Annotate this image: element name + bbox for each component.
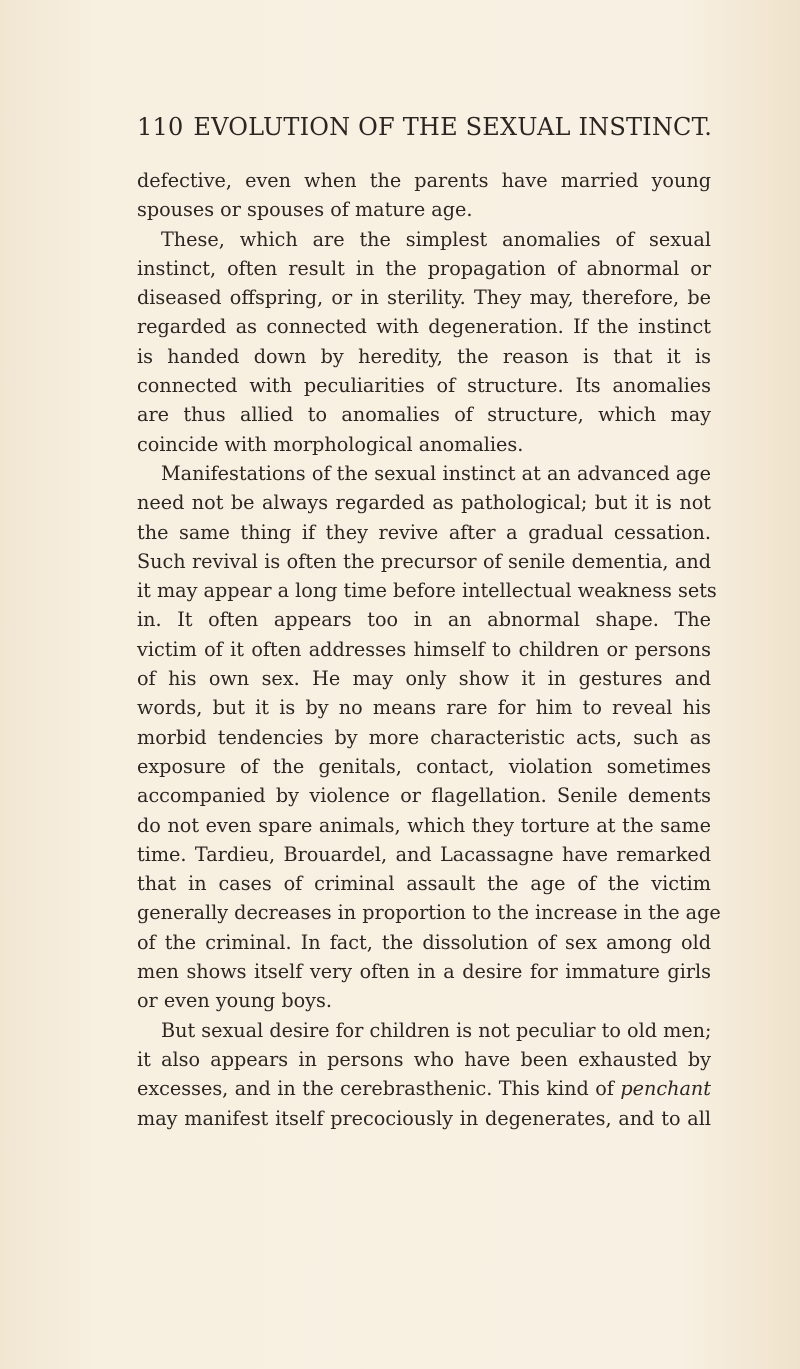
text-line: spouses or spouses of mature age. <box>137 198 473 222</box>
text-fragment: excesses, and in the cerebrasthenic. This kind of <box>137 1077 614 1101</box>
text-line: morbid tendencies by more characteristic acts, such as <box>137 725 711 749</box>
text-line: coincide with morphological anomalies. <box>137 432 524 456</box>
text-line: do not even spare animals, which they torture at the same <box>137 813 711 837</box>
text-line: need not be always regarded as pathological; but it is not <box>137 491 711 515</box>
text-line: it may appear a long time before intellectual weakness sets <box>137 579 717 603</box>
text-line: of his own sex. He may only show it in gestures and <box>137 667 711 691</box>
text-line: men shows itself very often in a desire for immature girls <box>137 960 711 984</box>
text-line: are thus allied to anomalies of structure, which may <box>137 403 711 427</box>
text-line: words, but it is by no means rare for him to reveal his <box>137 696 711 720</box>
page-number: 110 <box>137 113 184 141</box>
body-text <box>137 166 721 1133</box>
text-line: generally decreases in proportion to the increase in the age <box>137 901 721 925</box>
text-line: diseased offspring, or in sterility. They may, therefore, be <box>137 286 711 310</box>
text-line: is handed down by heredity, the reason is that it is <box>137 344 711 368</box>
text-line: Manifestations of the sexual instinct at an advanced age <box>161 461 711 485</box>
text-line: may manifest itself precociously in degenerates, and to all <box>137 1106 711 1130</box>
text-line: or even young boys. <box>137 989 332 1013</box>
text-line: These, which are the simplest anomalies of sexual <box>161 227 711 251</box>
text-line: in. It often appears too in an abnormal shape. The <box>137 608 711 632</box>
text-line: exposure of the genitals, contact, violation sometimes <box>137 754 711 778</box>
text-line: victim of it often addresses himself to children or persons <box>137 637 711 661</box>
text-line: defective, even when the parents have married young <box>137 169 711 192</box>
text-line: of the criminal. In fact, the dissolution of sex among old <box>137 930 711 954</box>
text-line: instinct, often result in the propagation of abnormal or <box>137 256 711 280</box>
text-line: regarded as connected with degeneration. If the instinct <box>137 315 711 339</box>
text-line: the same thing if they revive after a gradual cessation. <box>137 520 711 544</box>
text-line-with-italic <box>137 1074 711 1103</box>
text-line: Such revival is often the precursor of senile dementia, and <box>137 549 711 573</box>
text-line: that in cases of criminal assault the age of the victim <box>137 872 711 896</box>
running-head <box>137 113 713 141</box>
text-line: time. Tardieu, Brouardel, and Lacassagne have remarked <box>137 842 711 866</box>
italic-word: penchant <box>620 1077 711 1101</box>
text-line: it also appears in persons who have been exhausted by <box>137 1047 711 1071</box>
running-title: EVOLUTION OF THE SEXUAL INSTINCT. <box>193 113 713 141</box>
text-line: accompanied by violence or flagellation. Senile dements <box>137 784 711 808</box>
text-line: connected with peculiarities of structure. Its anomalies <box>137 374 711 398</box>
text-line: But sexual desire for children is not peculiar to old men; <box>161 1018 712 1042</box>
